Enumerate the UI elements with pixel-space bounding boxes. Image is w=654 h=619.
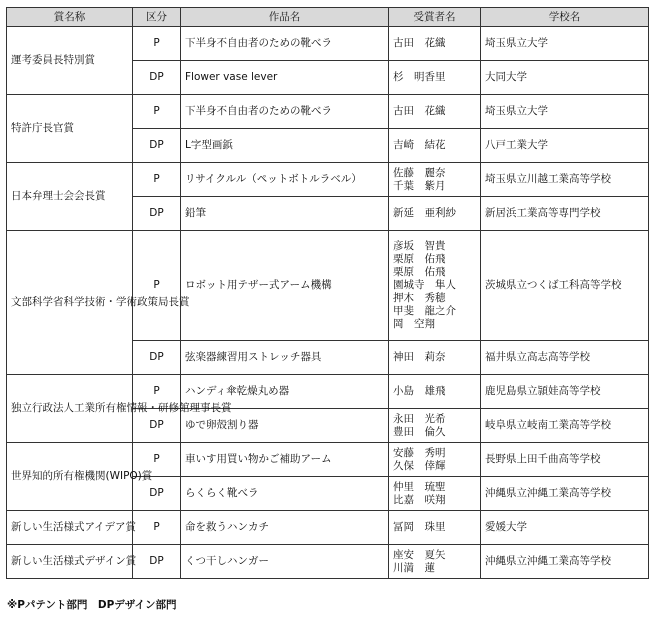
work-title-cell: くつ干しハンガー (181, 545, 389, 579)
category-note: ※Pパテント部門 DPデザイン部門 (7, 599, 177, 611)
winner-name: 千葉 紫月 (393, 179, 446, 192)
school-name-cell: 大同大学 (481, 61, 649, 95)
school-name-cell: 鹿児島県立頴娃高等学校 (481, 375, 649, 409)
work-title-cell: らくらく靴べラ (181, 477, 389, 511)
prize-name-cell: 独立行政法人工業所有権情報・研修館理事長賞 (7, 375, 133, 443)
category-cell: P (133, 27, 181, 61)
header-category: 区分 (133, 8, 181, 27)
school-name-cell: 福井県立高志高等学校 (481, 341, 649, 375)
winner-name: 吉崎 結花 (393, 139, 446, 151)
winner-name: 小島 雄飛 (393, 385, 446, 397)
table-row (7, 163, 649, 197)
winner-name: 杉 明香里 (393, 71, 446, 83)
table-row (7, 231, 649, 341)
winner-name: 新延 亜利紗 (393, 207, 456, 219)
winner-name: 仲里 琉聖 (393, 480, 446, 493)
school-name-cell: 長野県上田千曲高等学校 (481, 443, 649, 477)
category-cell: DP (133, 61, 181, 95)
winner-name: 佐藤 麗奈 (393, 166, 446, 179)
category-cell: P (133, 375, 181, 409)
prize-name-cell: 運考委員長特別賞 (7, 27, 133, 95)
prize-name-cell: 新しい生活様式アイデア賞 (7, 511, 133, 545)
winner-name: 久保 倖輝 (393, 459, 446, 472)
winner-name: 神田 莉奈 (393, 351, 446, 363)
header-prize: 賞名称 (7, 8, 133, 27)
winner-name: 押木 秀穂 (393, 292, 446, 304)
table-row (7, 545, 649, 579)
table-body (7, 27, 649, 579)
winner-name: 彦坂 智貴 (393, 240, 446, 252)
winner-name: 栗原 佑飛 (393, 253, 446, 265)
winner-names-cell (389, 477, 481, 511)
table-header (7, 8, 649, 27)
school-name-cell: 新居浜工業高等専門学校 (481, 197, 649, 231)
work-title-cell: 下半身不自由者のための靴べラ (181, 27, 389, 61)
winner-names-cell (389, 61, 481, 95)
school-name-cell: 岐阜県立岐南工業高等学校 (481, 409, 649, 443)
winner-name: 岡 空翔 (393, 318, 435, 330)
school-name-cell: 埼玉県立川越工業高等学校 (481, 163, 649, 197)
school-name-cell: 八戸工業大学 (481, 129, 649, 163)
school-name-cell: 埼玉県立大学 (481, 27, 649, 61)
prize-name-cell: 特許庁長官賞 (7, 95, 133, 163)
header-row (7, 8, 649, 27)
work-title-cell: 鉛筆 (181, 197, 389, 231)
winner-names-cell (389, 341, 481, 375)
winner-name: 園城寺 隼人 (393, 279, 456, 291)
work-title-cell: 車いす用買い物かご補助アーム (181, 443, 389, 477)
category-cell: DP (133, 129, 181, 163)
winner-name: 川満 蓮 (393, 561, 435, 574)
category-cell: DP (133, 409, 181, 443)
winner-name: 永田 光希 (393, 412, 446, 425)
winner-names-cell (389, 129, 481, 163)
category-cell: P (133, 231, 181, 341)
prize-name-cell: 文部科学省科学技術・学術政策局長賞 (7, 231, 133, 375)
table-row (7, 511, 649, 545)
table-row (7, 443, 649, 477)
work-title-cell: 下半身不自由者のための靴べラ (181, 95, 389, 129)
category-cell: P (133, 511, 181, 545)
school-name-cell: 埼玉県立大学 (481, 95, 649, 129)
winner-names-cell (389, 27, 481, 61)
work-title-cell: 命を救うハンカチ (181, 511, 389, 545)
winner-names-cell (389, 409, 481, 443)
category-cell: P (133, 95, 181, 129)
awards-table (6, 7, 649, 579)
winner-name: 古田 花織 (393, 37, 446, 49)
winner-name: 座安 夏矢 (393, 548, 446, 561)
winner-name: 栗原 佑飛 (393, 266, 446, 278)
header-work: 作品名 (181, 8, 389, 27)
work-title-cell: リサイクルル（ペットボトルラベル） (181, 163, 389, 197)
winner-names-cell (389, 545, 481, 579)
category-cell: DP (133, 477, 181, 511)
winner-name: 豊田 倫久 (393, 425, 446, 438)
table-row (7, 375, 649, 409)
work-title-cell: Flower vase lever (181, 61, 389, 95)
category-cell: DP (133, 341, 181, 375)
prize-name-cell: 新しい生活様式デザイン賞 (7, 545, 133, 579)
winner-name: 比嘉 咲翔 (393, 493, 446, 506)
header-winner: 受賞者名 (389, 8, 481, 27)
winner-name: 安藤 秀明 (393, 446, 446, 459)
table-row (7, 27, 649, 61)
winner-names-cell (389, 375, 481, 409)
school-name-cell: 茨城県立つくば工科高等学校 (481, 231, 649, 341)
winner-name: 古田 花織 (393, 105, 446, 117)
winner-names-cell (389, 95, 481, 129)
winner-names-cell (389, 231, 481, 341)
winner-names-cell (389, 163, 481, 197)
category-cell: P (133, 443, 181, 477)
winner-names-cell (389, 197, 481, 231)
school-name-cell: 沖縄県立沖縄工業高等学校 (481, 545, 649, 579)
work-title-cell: ロボット用テザー式アーム機構 (181, 231, 389, 341)
winner-name: 冨岡 珠里 (393, 521, 446, 533)
work-title-cell: L字型画鋲 (181, 129, 389, 163)
category-cell: P (133, 163, 181, 197)
category-cell: DP (133, 545, 181, 579)
winner-name: 甲斐 龍之介 (393, 305, 456, 317)
category-cell: DP (133, 197, 181, 231)
table-row (7, 95, 649, 129)
work-title-cell: ハンディ傘乾燥丸め器 (181, 375, 389, 409)
school-name-cell: 沖縄県立沖縄工業高等学校 (481, 477, 649, 511)
winner-names-cell (389, 511, 481, 545)
prize-name-cell: 世界知的所有権機関(WIPO)賞 (7, 443, 133, 511)
winner-names-cell (389, 443, 481, 477)
school-name-cell: 愛媛大学 (481, 511, 649, 545)
header-school: 学校名 (481, 8, 649, 27)
prize-name-cell: 日本弁理士会会長賞 (7, 163, 133, 231)
work-title-cell: ゆで卵殻割り器 (181, 409, 389, 443)
work-title-cell: 弦楽器練習用ストレッチ器具 (181, 341, 389, 375)
